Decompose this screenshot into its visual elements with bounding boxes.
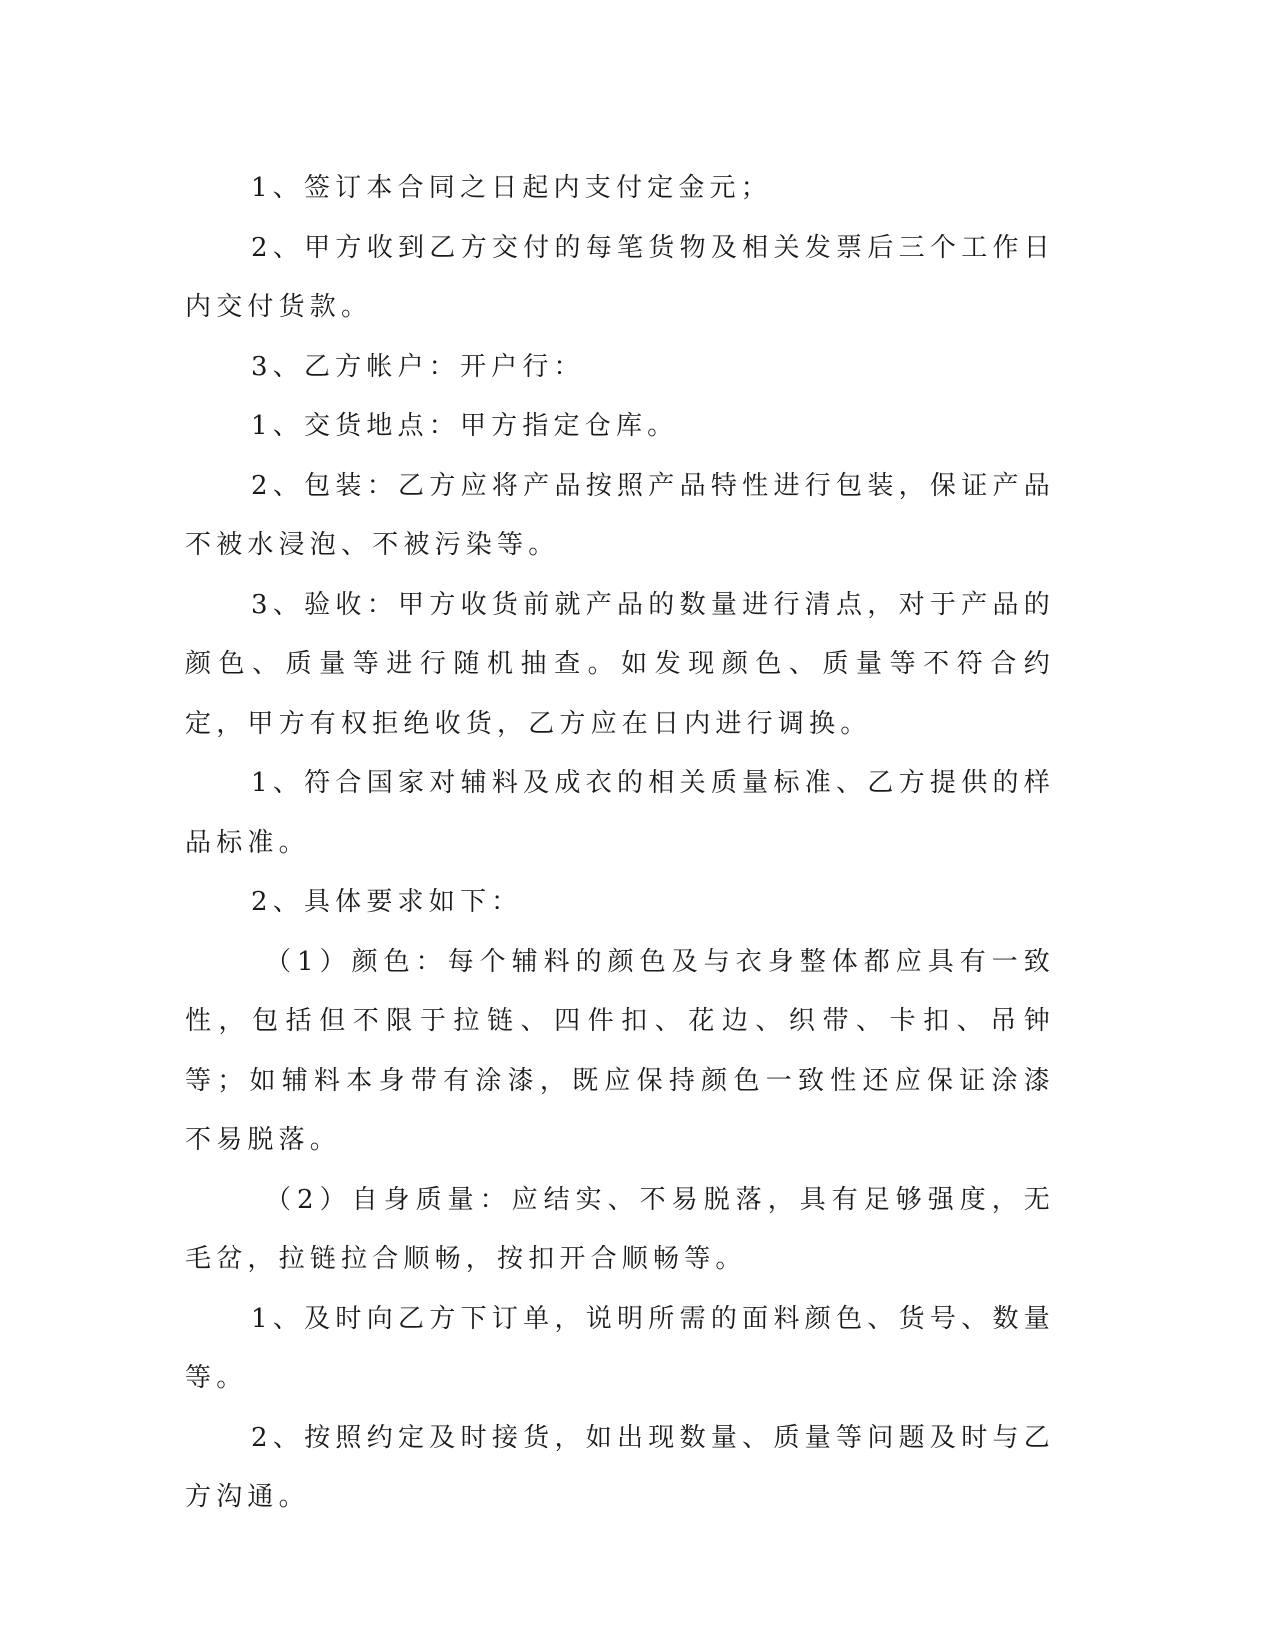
- paragraph-bank-account: 3、乙方帐户：开户行：: [251, 351, 585, 382]
- paragraph-receive-goods: 2、按照约定及时接货，如出现数量、质量等问题及时与乙方沟通。: [185, 1422, 1055, 1512]
- paragraph-deposit-payment: 1、签订本合同之日起内支付定金元；: [251, 173, 772, 203]
- paragraph-acceptance: 3、验收：甲方收货前就产品的数量进行清点，对于产品的颜色、质量等进行随机抽查。如发现颜色、质量等不符合约定，甲方有权拒绝收货，乙方应在日内进行调换。: [185, 589, 1055, 739]
- paragraph-packaging: 2、包装：乙方应将产品按照产品特性进行包装，保证产品不被水浸泡、不被污染等。: [185, 470, 1055, 560]
- document-body: [185, 159, 1055, 1528]
- paragraph-payment-terms: 2、甲方收到乙方交付的每笔货物及相关发票后三个工作日内交付货款。: [185, 232, 1055, 322]
- paragraph-specific-requirements: 2、具体要求如下：: [251, 887, 523, 917]
- paragraph-self-quality: （2）自身质量：应结实、不易脱落，具有足够强度，无毛岔，拉链拉合顺畅，按扣开合顺畅等。: [185, 1184, 1055, 1274]
- paragraph-delivery-location: 1、交货地点：甲方指定仓库。: [251, 411, 679, 441]
- paragraph-quality-standard: 1、符合国家对辅料及成衣的相关质量标准、乙方提供的样品标准。: [185, 768, 1055, 858]
- paragraph-place-order: 1、及时向乙方下订单，说明所需的面料颜色、货号、数量等。: [185, 1303, 1055, 1393]
- paragraph-color-requirement: （1）颜色：每个辅料的颜色及与衣身整体都应具有一致性，包括但不限于拉链、四件扣、花边、织带、卡扣、吊钟等；如辅料本身带有涂漆，既应保持颜色一致性还应保证涂漆不易脱落。: [185, 946, 1055, 1155]
